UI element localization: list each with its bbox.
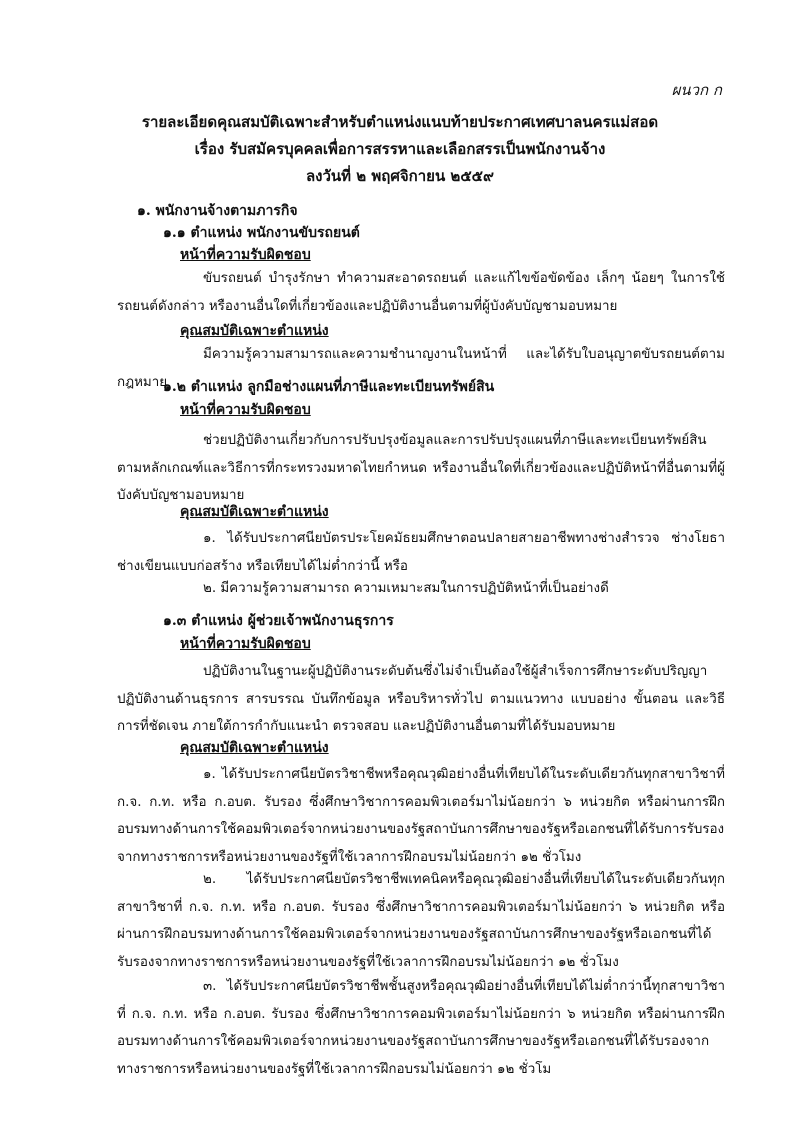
annex-label: ผนวก ก [671, 81, 722, 99]
position-1-duties-text: ขับรถยนต์ บำรุงรักษา ทำความสะอาดรถยนต์ และแก้ไขข้อขัดข้อง เล็กๆ น้อยๆ ในการใช้รถยนต์ดังกล่าว หรืองานอื่นใดที่เกี่ยวข้องและปฏิบัติงานอื่นตามที่ผู้บังคับบัญชามอบหมาย [117, 271, 725, 314]
position-2-duties-label: หน้าที่ความรับผิดชอบ [180, 402, 311, 418]
position-2-qual-2: ๒. มีความรู้ความสามารถ ความเหมาะสมในการปฏิบัติหน้าที่เป็นอย่างดี [203, 581, 609, 596]
position-2-quals-label: คุณสมบัติเฉพาะตำแหน่ง [180, 504, 329, 520]
position-1-duties-label: หน้าที่ความรับผิดชอบ [180, 247, 311, 263]
position-1-qual-1: มีความรู้ความสามารถและความชำนาญงานในหน้าที่ และได้รับใบอนุญาตขับรถยนต์ตามกฎหมาย [117, 347, 725, 390]
position-3-duties-text: ปฏิบัติงานในฐานะผู้ปฏิบัติงานระดับต้นซึ่งไม่จำเป็นต้องใช้ผู้สำเร็จการศึกษาระดับปริญญาปฏิบัติงานด้านธุรการ สารบรรณ บันทึกข้อมูล หรือบริหารทั่วไป ตามแนวทาง แบบอย่าง ขั้นตอน และวิธีการที่ชัดเจน ภายใต้การกำกับแนะนำ ตรวจสอบ และปฏิบัติงานอื่นตามที่ได้รับมอบหมาย [117, 664, 725, 734]
position-2-heading: ๑.๒ ตำแหน่ง ลูกมือช่างแผนที่ภาษีและทะเบียนทรัพย์สิน [163, 379, 495, 395]
position-3-duties-label: หน้าที่ความรับผิดชอบ [180, 636, 311, 652]
position-3-qual-2: ๒. ได้รับประกาศนียบัตรวิชาชีพเทคนิคหรือคุณวุฒิอย่างอื่นที่เทียบได้ในระดับเดียวกันทุกสาขาวิชาที่ ก.จ. ก.ท. หรือ ก.อบต. รับรอง ซึ่งศึกษาวิชาการคอมพิวเตอร์มาไม่น้อยกว่า ๖ หน่วยกิต หรือผ่านการฝึกอบรมทางด้านการใช้คอมพิวเตอร์จากหน่วยงานของรัฐสถาบันการศึกษาของรัฐหรือเอกชนที่ได้รับรองจากทางราชการหรือหน่วยงานของรัฐที่ใช้เวลาการฝึกอบรมไม่น้อยกว่า ๑๒ ชั่วโมง [117, 872, 725, 970]
title-line-3: ลงวันที่ ๒ พฤศจิกายน ๒๕๕๙ [305, 167, 495, 185]
position-2-qual-1: ๑. ได้รับประกาศนียบัตรประโยคมัธยมศึกษาตอนปลายสายอาชีพทางช่างสำรวจ ช่างโยธา ช่างเขียนแบบก่อสร้าง หรือเทียบได้ไม่ต่ำกว่านี้ หรือ [117, 531, 725, 574]
position-3-quals-label: คุณสมบัติเฉพาะตำแหน่ง [180, 740, 329, 756]
section-1-heading: ๑. พนักงานจ้างตามภารกิจ [137, 203, 298, 219]
title-line-1: รายละเอียดคุณสมบัติเฉพาะสำหรับตำแหน่งแนบท้ายประกาศเทศบาลนครแม่สอด [141, 113, 659, 131]
title-line-2: เรื่อง รับสมัครบุคคลเพื่อการสรรหาและเลือกสรรเป็นพนักงานจ้าง [194, 140, 606, 158]
position-3-heading: ๑.๓ ตำแหน่ง ผู้ช่วยเจ้าพนักงานธุรการ [163, 613, 394, 629]
position-2-duties-text: ช่วยปฏิบัติงานเกี่ยวกับการปรับปรุงข้อมูลและการปรับปรุงแผนที่ภาษีและทะเบียนทรัพย์สิน ตามหลักเกณฑ์และวิธีการที่กระทรวงมหาดไทยกำหนด หรืองานอื่นใดที่เกี่ยวข้องและปฏิบัติหน้าที่อื่นตามที่ผู้บังคับบัญชามอบหมาย [117, 433, 725, 503]
position-1-heading: ๑.๑ ตำแหน่ง พนักงานขับรถยนต์ [163, 225, 360, 241]
position-3-qual-1: ๑. ได้รับประกาศนียบัตรวิชาชีพหรือคุณวุฒิอย่างอื่นที่เทียบได้ในระดับเดียวกันทุกสาขาวิชาที่ ก.จ. ก.ท. หรือ ก.อบต. รับรอง ซึ่งศึกษาวิชาการคอมพิวเตอร์มาไม่น้อยกว่า ๖ หน่วยกิต หรือผ่านการฝึกอบรมทางด้านการใช้คอมพิวเตอร์จากหน่วยงานของรัฐสถาบันการศึกษาของรัฐหรือเอกชนที่ได้รับการรับรองจากทางราชการหรือหน่วยงานของรัฐที่ใช้เวลาการฝึกอบรมไม่น้อยกว่า ๑๒ ชั่วโมง [117, 767, 725, 865]
position-1-quals-label: คุณสมบัติเฉพาะตำแหน่ง [180, 323, 329, 339]
position-3-qual-3: ๓. ได้รับประกาศนียบัตรวิชาชีพชั้นสูงหรือคุณวุฒิอย่างอื่นที่เทียบได้ไม่ต่ำกว่านี้ทุกสาขาวิชาที่ ก.จ. ก.ท. หรือ ก.อบต. รับรอง ซึ่งศึกษาวิชาการคอมพิวเตอร์มาไม่น้อยกว่า ๖ หน่วยกิต หรือผ่านการฝึกอบรมทางด้านการใช้คอมพิวเตอร์จากหน่วยงานของรัฐสถาบันการศึกษาของรัฐหรือเอกชนที่ได้รับรองจากทางราชการหรือหน่วยงานของรัฐที่ใช้เวลาการฝึกอบรมไม่น้อยกว่า ๑๒ ชั่วโม [117, 979, 725, 1077]
